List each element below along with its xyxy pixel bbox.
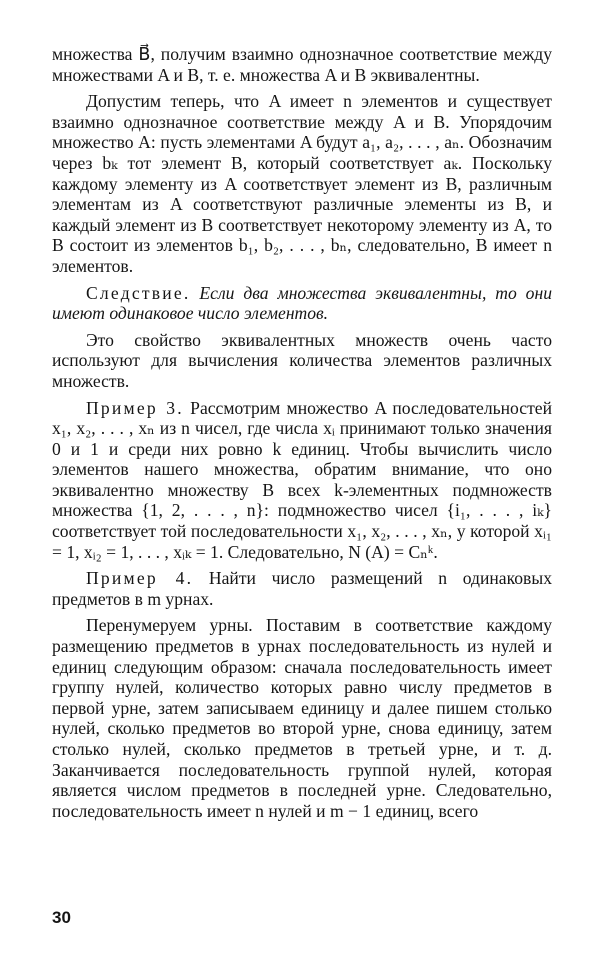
example-4-paragraph	[52, 568, 552, 609]
corollary-label: Следствие.	[86, 282, 191, 303]
corollary-text: Если два множества эквивалентны, то они имеют одинаковое число элементов.	[52, 282, 552, 324]
paragraph-2: Допустим теперь, что A имеет n элементов и существует взаимно однозначное соответствие между A и B. Упорядочим множество A: пусть элементами A будут a₁, a₂, . . . , aₙ. Обозначим через bₖ тот элемент B, который соответствует aₖ. Поскольку каждому элементу из A соответствует элемент из B, различным элементам из A соответствуют различные элементы из B, и каждый элемент из B соответствует некоторому элементу из A, то B состоит из элементов b₁, b₂, . . . , bₙ, следовательно, B имеет n элементов.	[52, 91, 552, 276]
example-3-label: Пример 3.	[86, 397, 184, 418]
example-4-text: Найти число размещений n одинаковых предметов в m урнах.	[52, 568, 552, 609]
paragraph-1: множества B⃗, получим взаимно однозначное соответствие между множествами A и B, т. е. множества A и B эквивалентны.	[52, 44, 552, 85]
example-4-label: Пример 4.	[86, 568, 194, 589]
corollary-paragraph	[52, 283, 552, 324]
example-3-text: Рассмотрим множество A последовательностей x₁, x₂, . . . , xₙ из n чисел, где числа xᵢ принимают только значения 0 и 1 и среди них ровно k единиц. Чтобы вычислить число элементов нашего множества, обратим внимание, что оно эквивалентно множеству B всех k-элементных подмножеств множества {1, 2, . . . , n}: подмножество чисел {i₁, . . . , iₖ} соответствует той последовательности x₁, x₂, . . . , xₙ, у которой xᵢ₁ = 1, xᵢ₂ = 1, . . . , xᵢₖ = 1. Следовательно, N (A) = Cₙᵏ.	[52, 397, 552, 562]
paragraph-7: Перенумеруем урны. Поставим в соответствие каждому размещению предметов в урнах последовательность из нулей и единиц следующим образом: сначала последовательность имеет группу нулей, количество которых равно числу предметов в первой урне, затем записываем единицу и далее пишем столько нулей, сколько предметов во второй урне, снова единицу, затем столько нулей, сколько предметов в третьей урне, и т. д. Заканчивается последовательность группой нулей, которая является числом предметов в последней урне. Следовательно, последовательность имеет n нулей и m − 1 единиц, всего	[52, 615, 552, 821]
page-number: 30	[52, 908, 71, 927]
paragraph-4: Это свойство эквивалентных множеств очень часто используют для вычисления количества элементов различных множеств.	[52, 329, 552, 391]
example-3-paragraph	[52, 398, 552, 563]
page-body	[52, 44, 552, 827]
